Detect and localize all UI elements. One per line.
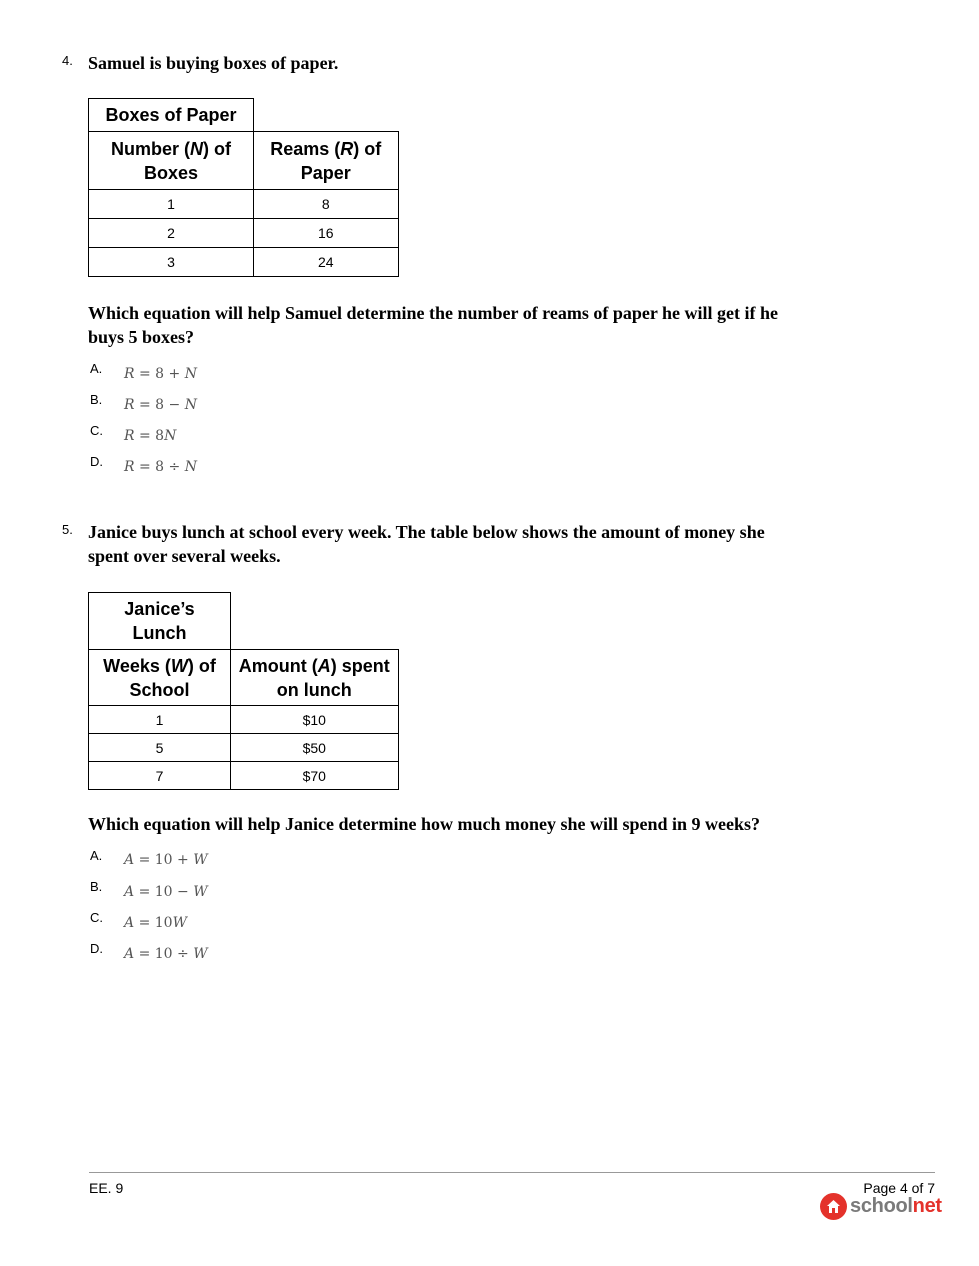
janices-lunch-table — [88, 592, 399, 790]
table-caption: Janice’s Lunch — [89, 593, 231, 650]
answer-choice-b[interactable]: A = 10 − W — [124, 884, 208, 900]
choice-letter: A. — [90, 361, 103, 376]
column-header-reams: Reams (R) of Paper — [254, 132, 399, 190]
column-header-weeks: Weeks (W) of School — [89, 650, 231, 706]
schoolnet-logo — [820, 1193, 942, 1220]
home-icon — [820, 1193, 847, 1220]
question-5-prompt: Which equation will help Janice determine how much money she will spend in 9 weeks? — [88, 814, 761, 834]
table-row: 7 $70 — [89, 762, 399, 790]
answer-choice-a[interactable]: R = 8 + N — [124, 366, 197, 382]
column-header-amount: Amount (A) spent on lunch — [231, 650, 399, 706]
question-5-number: 5. — [62, 522, 73, 537]
answer-choice-d[interactable]: R = 8 ÷ N — [124, 459, 197, 475]
page-number: Page 4 of 7 — [863, 1180, 935, 1196]
boxes-of-paper-table — [88, 98, 399, 277]
answer-choice-c[interactable]: A = 10W — [124, 915, 187, 931]
question-4-prompt: Which equation will help Samuel determine the number of reams of paper he will get if he buys 5 boxes? — [88, 303, 778, 347]
answer-choice-b[interactable]: R = 8 − N — [124, 397, 197, 413]
table-row: 1 8 — [89, 190, 399, 219]
answer-choice-a[interactable]: A = 10 + W — [124, 852, 208, 868]
logo-wordmark: schoolnet — [850, 1195, 942, 1217]
footer-divider — [89, 1172, 935, 1173]
choice-letter: B. — [90, 879, 103, 894]
table-caption: Boxes of Paper — [89, 99, 254, 132]
choice-letter: A. — [90, 848, 103, 863]
question-5-stem: Janice buys lunch at school every week. The table below shows the amount of money she spent over several weeks. — [88, 522, 765, 566]
answer-choice-d[interactable]: A = 10 ÷ W — [124, 946, 208, 962]
column-header-boxes: Number (N) of Boxes — [89, 132, 254, 190]
table-row: 3 24 — [89, 248, 399, 277]
table-row: 1 $10 — [89, 706, 399, 734]
choice-letter: D. — [90, 454, 103, 469]
choice-letter: D. — [90, 941, 103, 956]
table-row: 5 $50 — [89, 734, 399, 762]
choice-letter: C. — [90, 423, 103, 438]
answer-choice-c[interactable]: R = 8N — [124, 428, 177, 444]
choice-letter: C. — [90, 910, 103, 925]
choice-letter: B. — [90, 392, 103, 407]
question-4-stem: Samuel is buying boxes of paper. — [88, 53, 339, 73]
table-row: 2 16 — [89, 219, 399, 248]
question-4-number: 4. — [62, 53, 73, 68]
footer-standard: EE. 9 — [89, 1180, 124, 1196]
